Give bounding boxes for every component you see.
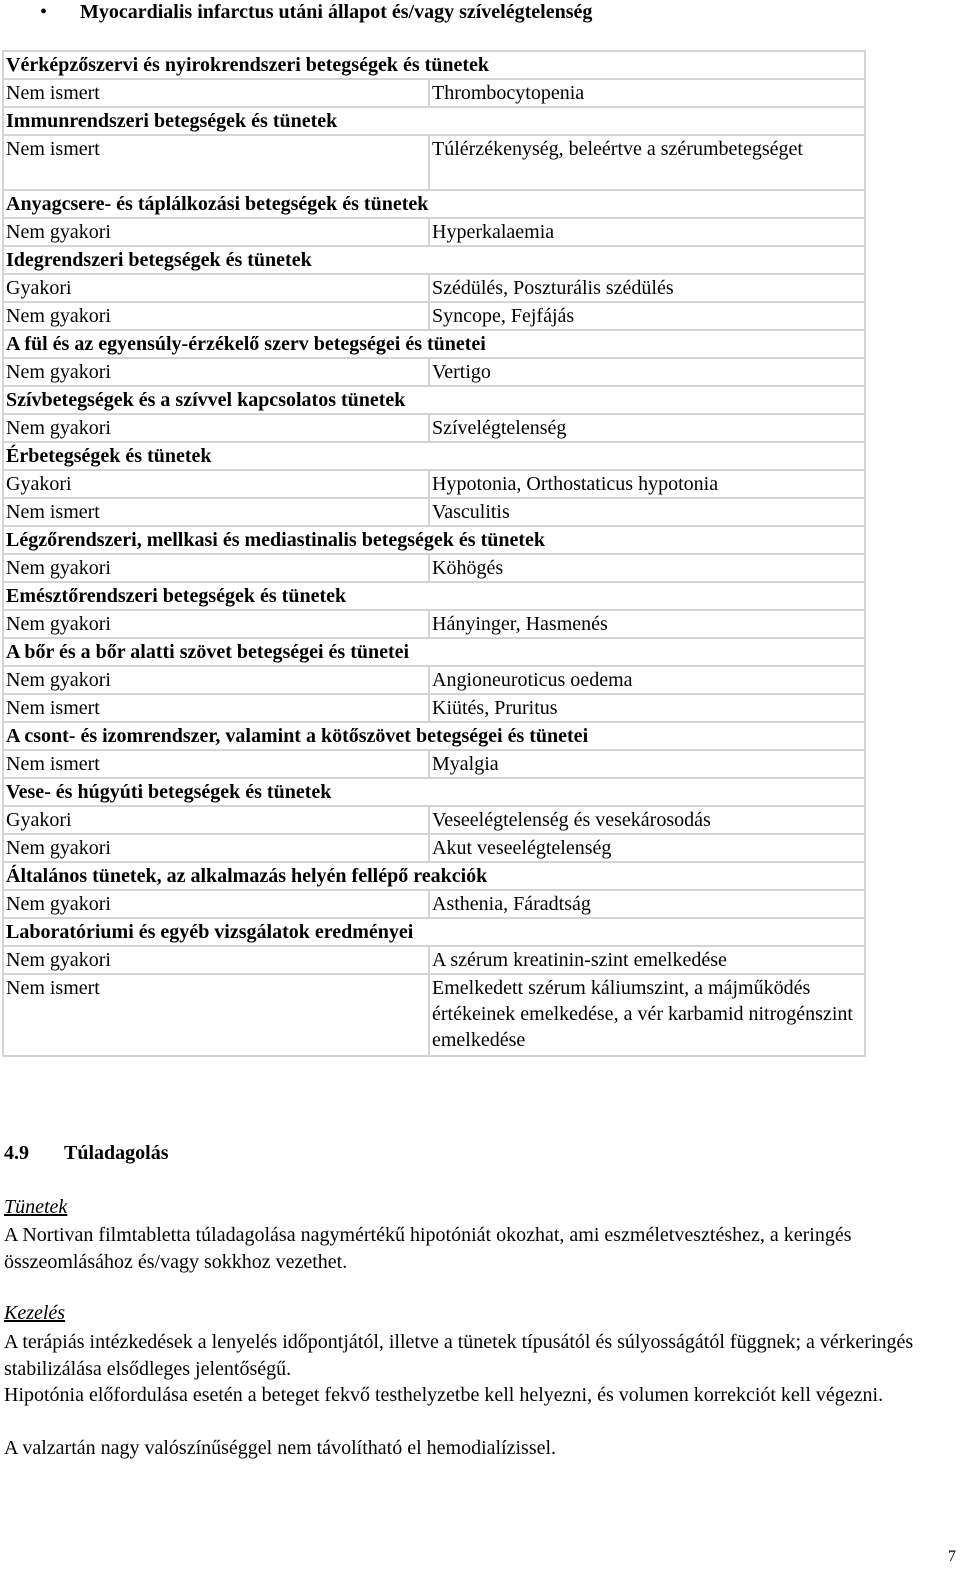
section-number: 4.9 bbox=[4, 1142, 29, 1164]
effect-cell: Syncope, Fejfájás bbox=[429, 302, 865, 330]
category-row bbox=[3, 386, 865, 414]
table-row bbox=[3, 666, 865, 694]
effect-cell: Akut veseelégtelenség bbox=[429, 834, 865, 862]
treatment-paragraph-3: A valzartán nagy valószínűséggel nem távolítható el hemodialízissel. bbox=[4, 1437, 557, 1459]
effect-cell: A szérum kreatinin-szint emelkedése bbox=[429, 946, 865, 974]
bullet-item bbox=[40, 0, 592, 26]
category-row bbox=[3, 107, 865, 135]
effect-cell: Veseelégtelenség és vesekárosodás bbox=[429, 806, 865, 834]
effect-cell: Myalgia bbox=[429, 750, 865, 778]
frequency-cell: Nem ismert bbox=[3, 79, 429, 107]
category-label: Légzőrendszeri, mellkasi és mediastinalis betegségek és tünetek bbox=[3, 526, 865, 554]
table-row bbox=[3, 470, 865, 498]
frequency-cell: Nem gyakori bbox=[3, 414, 429, 442]
category-row bbox=[3, 442, 865, 470]
table-row bbox=[3, 554, 865, 582]
adverse-effects-table bbox=[2, 50, 866, 1057]
symptoms-heading: Tünetek bbox=[4, 1196, 68, 1218]
effect-cell: Hányinger, Hasmenés bbox=[429, 610, 865, 638]
frequency-cell: Gyakori bbox=[3, 274, 429, 302]
treatment-paragraph-1: A terápiás intézkedések a lenyelés időpontjától, illetve a tünetek típusától és súlyosságától függnek; a vérkeringés stabilizálása elsődleges jelentőségű. bbox=[4, 1331, 914, 1380]
effect-cell: Emelkedett szérum káliumszint, a májműködés értékeinek emelkedése, a vér karbamid nitrogénszint emelkedése bbox=[429, 974, 865, 1056]
category-label: A bőr és a bőr alatti szövet betegségei és tünetei bbox=[3, 638, 865, 666]
bullet-text: Myocardialis infarctus utáni állapot és/vagy szívelégtelenség bbox=[80, 1, 593, 23]
section-title: Túladagolás bbox=[64, 1142, 169, 1164]
table-row bbox=[3, 414, 865, 442]
table-row bbox=[3, 890, 865, 918]
category-row bbox=[3, 918, 865, 946]
table-row bbox=[3, 135, 865, 190]
table-row bbox=[3, 498, 865, 526]
table-row bbox=[3, 694, 865, 722]
category-row bbox=[3, 246, 865, 274]
frequency-cell: Nem gyakori bbox=[3, 358, 429, 386]
category-row bbox=[3, 582, 865, 610]
bullet-icon: • bbox=[40, 1, 48, 23]
category-label: Laboratóriumi és egyéb vizsgálatok eredményei bbox=[3, 918, 865, 946]
category-row bbox=[3, 330, 865, 358]
frequency-cell: Nem ismert bbox=[3, 750, 429, 778]
effect-cell: Túlérzékenység, beleértve a szérumbetegséget bbox=[429, 135, 865, 190]
effect-cell: Vertigo bbox=[429, 358, 865, 386]
frequency-cell: Gyakori bbox=[3, 806, 429, 834]
frequency-cell: Gyakori bbox=[3, 470, 429, 498]
category-label: Szívbetegségek és a szívvel kapcsolatos tünetek bbox=[3, 386, 865, 414]
treatment-paragraph-2: Hipotónia előfordulása esetén a beteget fekvő testhelyzetbe kell helyezni, és volumen korrekciót kell végezni. bbox=[4, 1384, 884, 1406]
table-row bbox=[3, 79, 865, 107]
category-label: A fül és az egyensúly-érzékelő szerv betegségei és tünetei bbox=[3, 330, 865, 358]
effect-cell: Vasculitis bbox=[429, 498, 865, 526]
section-heading bbox=[4, 1142, 168, 1165]
category-row bbox=[3, 190, 865, 218]
effect-cell: Köhögés bbox=[429, 554, 865, 582]
category-row bbox=[3, 778, 865, 806]
effect-cell: Kiütés, Pruritus bbox=[429, 694, 865, 722]
category-label: Vérképzőszervi és nyirokrendszeri betegségek és tünetek bbox=[3, 51, 865, 79]
category-label: A csont- és izomrendszer, valamint a kötőszövet betegségei és tünetei bbox=[3, 722, 865, 750]
frequency-cell: Nem gyakori bbox=[3, 610, 429, 638]
frequency-cell: Nem gyakori bbox=[3, 302, 429, 330]
treatment-heading: Kezelés bbox=[4, 1302, 66, 1324]
category-row bbox=[3, 51, 865, 79]
category-row bbox=[3, 526, 865, 554]
category-label: Immunrendszeri betegségek és tünetek bbox=[3, 107, 865, 135]
frequency-cell: Nem gyakori bbox=[3, 666, 429, 694]
frequency-cell: Nem ismert bbox=[3, 498, 429, 526]
effect-cell: Thrombocytopenia bbox=[429, 79, 865, 107]
frequency-cell: Nem ismert bbox=[3, 694, 429, 722]
category-row bbox=[3, 722, 865, 750]
effect-cell: Szívelégtelenség bbox=[429, 414, 865, 442]
category-label: Anyagcsere- és táplálkozási betegségek és tünetek bbox=[3, 190, 865, 218]
table-row bbox=[3, 302, 865, 330]
frequency-cell: Nem ismert bbox=[3, 135, 429, 190]
category-row bbox=[3, 638, 865, 666]
effect-cell: Asthenia, Fáradtság bbox=[429, 890, 865, 918]
frequency-cell: Nem gyakori bbox=[3, 554, 429, 582]
table-row bbox=[3, 274, 865, 302]
frequency-cell: Nem gyakori bbox=[3, 218, 429, 246]
effect-cell: Hypotonia, Orthostaticus hypotonia bbox=[429, 470, 865, 498]
page-number: 7 bbox=[948, 1548, 956, 1565]
effect-cell: Angioneuroticus oedema bbox=[429, 666, 865, 694]
table-row bbox=[3, 946, 865, 974]
table-row bbox=[3, 750, 865, 778]
category-label: Vese- és húgyúti betegségek és tünetek bbox=[3, 778, 865, 806]
frequency-cell: Nem gyakori bbox=[3, 890, 429, 918]
table-row bbox=[3, 218, 865, 246]
frequency-cell: Nem ismert bbox=[3, 974, 429, 1056]
category-label: Érbetegségek és tünetek bbox=[3, 442, 865, 470]
frequency-cell: Nem gyakori bbox=[3, 834, 429, 862]
symptoms-paragraph: A Nortivan filmtabletta túladagolása nagymértékű hipotóniát okozhat, ami eszméletvesztéshez, a keringés összeomlásához és/vagy sokkhoz vezethet. bbox=[4, 1224, 852, 1273]
category-label: Általános tünetek, az alkalmazás helyén fellépő reakciók bbox=[3, 862, 865, 890]
table-row bbox=[3, 834, 865, 862]
table-row bbox=[3, 358, 865, 386]
effect-cell: Szédülés, Poszturális szédülés bbox=[429, 274, 865, 302]
table-row bbox=[3, 806, 865, 834]
table-row bbox=[3, 974, 865, 1056]
category-label: Idegrendszeri betegségek és tünetek bbox=[3, 246, 865, 274]
category-row bbox=[3, 862, 865, 890]
effect-cell: Hyperkalaemia bbox=[429, 218, 865, 246]
frequency-cell: Nem gyakori bbox=[3, 946, 429, 974]
table-row bbox=[3, 610, 865, 638]
category-label: Emésztőrendszeri betegségek és tünetek bbox=[3, 582, 865, 610]
